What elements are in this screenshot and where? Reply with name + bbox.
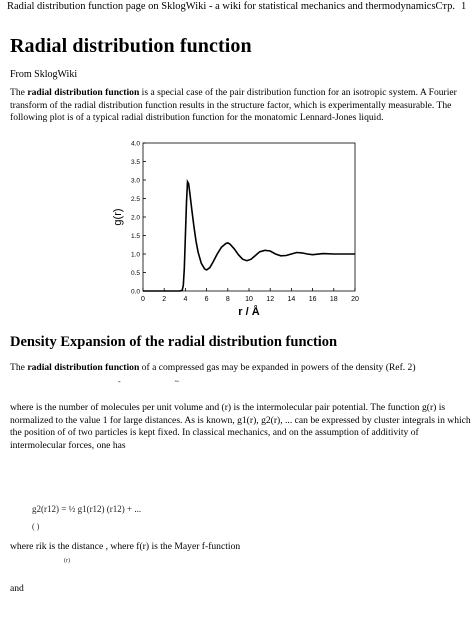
intro-bold-term: radial distribution function	[27, 87, 140, 98]
x-tick-label: 0	[141, 296, 145, 303]
y-tick-label: 2.5	[130, 196, 140, 203]
y-tick-label: 0.0	[130, 288, 140, 296]
y-tick-label: 1.5	[130, 233, 140, 240]
page-title: Radial distribution function	[10, 35, 252, 57]
chart-y-label: g(r)	[112, 208, 124, 226]
section-heading: Density Expansion of the radial distribution function	[10, 334, 338, 350]
chart-x-label: r / Å	[238, 306, 260, 318]
from-line: From SklogWiki	[10, 69, 78, 80]
where-paragraph: where is the number of molecules per unit volume and (r) is the intermolecular pair potential. The function g(r) is normalized to the value 1 for large distances. As is known, g1(r), g2(r), ... can be expressed by cluster integrals in which the position of of two particles is kept fixed. In classical mechanics, and on the assumption of additivity of intermolecular forces, one has	[10, 402, 471, 451]
y-tick-label: 3.0	[130, 177, 140, 185]
print-header-title: Radial distribution function page on SklogWiki - a wiki for statistical mechanics and thermodynamics	[7, 1, 436, 12]
x-tick-label: 16	[308, 296, 317, 303]
density-bold-term: radial distribution function	[27, 362, 140, 373]
rdf-series-line	[143, 182, 355, 291]
x-tick-label: 18	[329, 296, 338, 303]
where-rik-line: where rik is the distance , where f(r) is the Mayer f-function	[10, 541, 241, 552]
formula-fragment-marks: - ~	[118, 377, 179, 386]
y-tick-label: 2.0	[130, 214, 140, 222]
intro-pre: The	[10, 87, 28, 98]
x-tick-label: 10	[245, 296, 253, 303]
x-tick-label: 14	[287, 296, 296, 303]
rdf-chart	[107, 134, 367, 320]
x-tick-label: 8	[225, 296, 230, 303]
y-tick-label: 4.0	[130, 140, 140, 148]
density-pre: The	[10, 362, 28, 373]
chart-ticks	[131, 141, 359, 304]
x-tick-label: 2	[162, 296, 167, 303]
page-label: Стр.	[435, 1, 455, 12]
print-header-page	[436, 1, 467, 12]
chart-frame	[143, 143, 355, 291]
y-tick-label: 1.0	[130, 251, 140, 259]
page-number: 1	[461, 1, 467, 12]
intro-post: is a special case of the pair distribution function for an isotropic system. A Fourier transform of the radial distribution function results in the structure factor, which is experimentally measurable. The following plot is of a typical radial distribution function for the monatomic Lennard-Jones liquid.	[10, 87, 457, 123]
y-tick-label: 3.5	[130, 159, 140, 166]
intro-paragraph	[10, 87, 468, 125]
x-tick-label: 20	[351, 296, 359, 303]
print-header	[7, 1, 466, 12]
y-tick-label: 0.5	[130, 270, 140, 277]
formula-fragment: g2(r12) = ½ g1(r12) (r12) + ...	[32, 504, 142, 514]
density-post: of a compressed gas may be expanded in powers of the density (Ref. 2)	[139, 362, 416, 373]
x-tick-label: 12	[266, 296, 275, 303]
density-paragraph	[10, 362, 468, 375]
x-tick-label: 6	[204, 296, 209, 303]
chart-axes	[143, 143, 355, 291]
formula-fragment-marks-3: (r)	[64, 558, 70, 564]
and-text: and	[10, 583, 24, 594]
x-tick-label: 4	[183, 296, 188, 303]
formula-fragment-marks-2: ( )	[32, 522, 40, 531]
